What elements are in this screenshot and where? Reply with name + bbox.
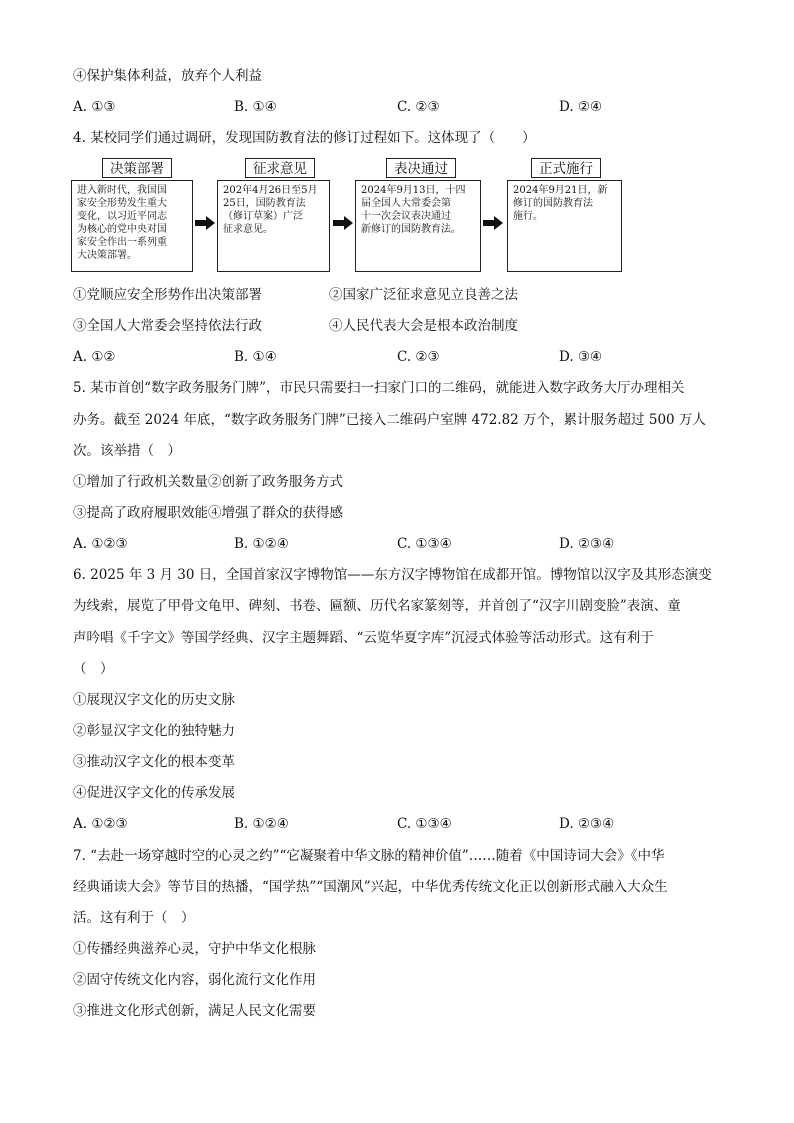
q5-stem-line-1: 5. 某市首创“数字政务服务门牌”，市民只需要扫一扫家门口的二维码，就能进入数字政务大厅办理相关 xyxy=(73,380,685,396)
q3-item-4: ④保护集体利益，放弃个人利益 xyxy=(73,68,262,84)
q5-stem-line-2: 办务。截至 2024 年底，“数字政务服务门牌”已接入二维码户室牌 472.82 万个，累计服务超过 500 万人 xyxy=(73,412,706,428)
q4-option-c[interactable]: C. ②③ xyxy=(397,349,440,365)
q4-stem: 4. 某校同学们通过调研，发现国防教育法的修订过程如下。这体现了（ ） xyxy=(73,130,536,146)
q6-stem-line-1: 6. 2025 年 3 月 30 日，全国首家汉字博物馆——东方汉字博物馆在成都开馆。博物馆以汉字及其形态演变 xyxy=(73,567,712,583)
q5-items-1-2: ①增加了行政机关数量②创新了政务服务方式 xyxy=(73,474,343,490)
q6-options xyxy=(73,815,723,833)
q5-option-d[interactable]: D. ②③④ xyxy=(559,536,615,552)
stage-title-enforcement: 正式施行 xyxy=(531,158,601,178)
q4-option-d[interactable]: D. ③④ xyxy=(559,349,603,365)
stage-box-consultation: 202年4月26日至5月 25日，国防教育法 （修订草案）广泛 征求意见。 xyxy=(217,180,330,272)
q4-item-4: ④人民代表大会是根本政治制度 xyxy=(329,318,518,334)
q4-item-3: ③全国人大常委会坚持依法行政 xyxy=(73,318,262,334)
q6-stem-line-2: 为线索，展览了甲骨文龟甲、碑刻、书卷、匾额、历代名家篆刻等，并首创了“汉字川剧变脸”表演、童 xyxy=(73,598,681,614)
q7-item-1: ①传播经典滋养心灵，守护中华文化根脉 xyxy=(73,941,316,957)
q7-stem-line-2: 经典诵读大会》等节目的热播，“国学热”“国潮风”兴起，中华优秀传统文化正以创新形式融入大众生 xyxy=(73,879,668,895)
q6-option-c[interactable]: C. ①③④ xyxy=(397,816,452,832)
q5-option-a[interactable]: A. ①②③ xyxy=(73,536,128,552)
q3-options xyxy=(73,98,723,116)
q3-option-d[interactable]: D. ②④ xyxy=(559,99,603,115)
q3-option-c[interactable]: C. ②③ xyxy=(397,99,440,115)
q5-option-b[interactable]: B. ①②④ xyxy=(234,536,289,552)
q4-option-a[interactable]: A. ①② xyxy=(73,349,116,365)
q6-item-3: ③推动汉字文化的根本变革 xyxy=(73,754,235,770)
q6-option-a[interactable]: A. ①②③ xyxy=(73,816,128,832)
q6-option-d[interactable]: D. ②③④ xyxy=(559,816,615,832)
q7-stem-line-1: 7. “去赴一场穿越时空的心灵之约”“它凝聚着中华文脉的精神价值”……随着《中国诗词大会》《中华 xyxy=(73,848,665,864)
stage-box-enforcement: 2024年9月21日，新 修订的国防教育法 施行。 xyxy=(507,180,622,272)
q5-stem-line-3: 次。该举措（ ） xyxy=(73,443,181,459)
q6-item-4: ④促进汉字文化的传承发展 xyxy=(73,785,235,801)
q7-item-2: ②固守传统文化内容，弱化流行文化作用 xyxy=(73,972,316,988)
q7-stem-line-3: 活。这有利于（ ） xyxy=(73,910,195,926)
stage-title-consultation: 征求意见 xyxy=(245,158,315,178)
q4-items-row-2 xyxy=(73,317,723,335)
q5-option-c[interactable]: C. ①③④ xyxy=(397,536,452,552)
q4-item-2: ②国家广泛征求意见立良善之法 xyxy=(329,287,518,303)
q6-item-1: ①展现汉字文化的历史文脉 xyxy=(73,692,235,708)
q6-option-b[interactable]: B. ①②④ xyxy=(234,816,289,832)
stage-title-decision: 决策部署 xyxy=(102,158,172,178)
stage-box-adoption: 2024年9月13日，十四 届全国人大常委会第 十一次会议表决通过 新修订的国防教育法。 xyxy=(355,180,481,272)
right-arrow-icon xyxy=(483,216,503,230)
q4-option-b[interactable]: B. ①④ xyxy=(234,349,277,365)
q4-process-diagram xyxy=(71,156,671,274)
q3-option-a[interactable]: A. ①③ xyxy=(73,99,116,115)
q6-stem-line-4: （ ） xyxy=(73,661,114,677)
right-arrow-icon xyxy=(195,216,215,230)
q4-options xyxy=(73,348,723,366)
q4-item-1: ①党顺应安全形势作出决策部署 xyxy=(73,287,262,303)
q6-stem-line-3: 声吟唱《千字文》等国学经典、汉字主题舞蹈、“云览华夏字库”沉浸式体验等活动形式。这有利于 xyxy=(73,630,654,646)
stage-box-decision: 进入新时代，我国国 家安全形势发生重大 变化，以习近平同志 为核心的党中央对国 家安全作出一系列重 大决策部署。 xyxy=(71,180,193,272)
q6-item-2: ②彰显汉字文化的独特魅力 xyxy=(73,723,235,739)
q5-items-3-4: ③提高了政府履职效能④增强了群众的获得感 xyxy=(73,505,343,521)
q3-option-b[interactable]: B. ①④ xyxy=(234,99,277,115)
q5-options xyxy=(73,535,723,553)
stage-title-adoption: 表决通过 xyxy=(386,158,456,178)
q4-items-row-1 xyxy=(73,286,723,304)
right-arrow-icon xyxy=(333,216,353,230)
q7-item-3: ③推进文化形式创新，满足人民文化需要 xyxy=(73,1003,316,1019)
